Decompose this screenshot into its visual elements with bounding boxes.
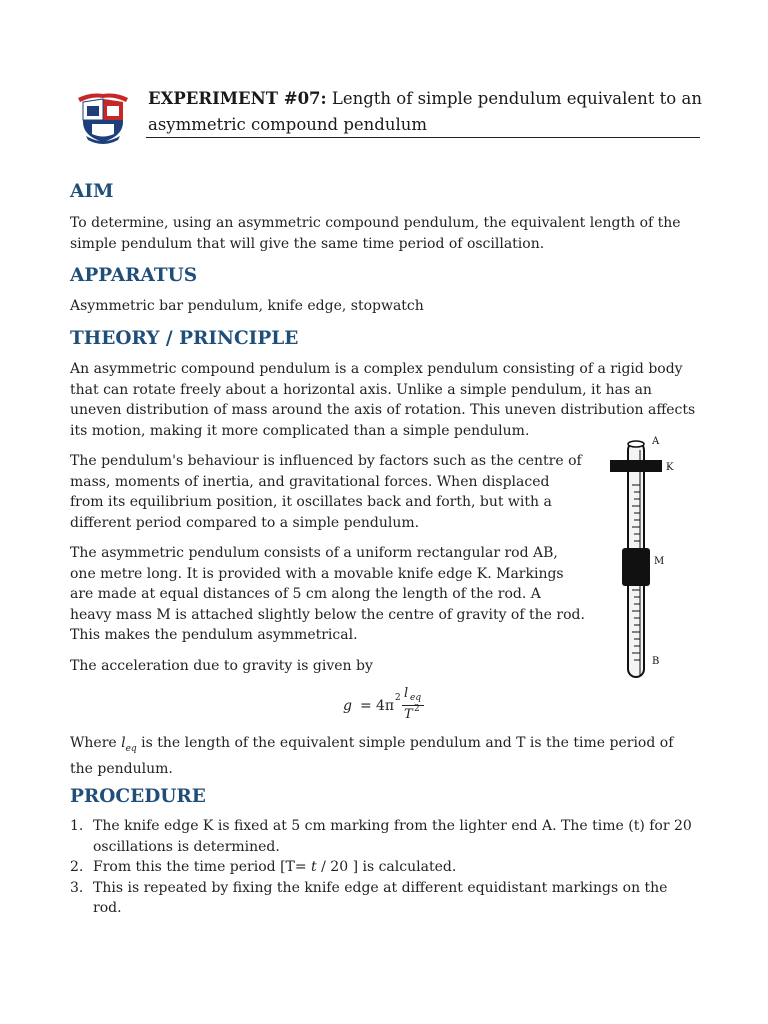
apparatus-text: Asymmetric bar pendulum, knife edge, stopwatch <box>70 298 424 314</box>
compound-pendulum-figure <box>590 430 705 685</box>
step-text: The knife edge K is fixed at 5 cm marking from the lighter end A. The time (t) for 20 oscillations is determined. <box>93 818 692 855</box>
experiment-number: EXPERIMENT #07: <box>148 89 327 108</box>
where-sub: eq <box>125 743 137 754</box>
formula-exponent: 2 <box>395 693 401 703</box>
procedure-step <box>70 857 700 878</box>
procedure-step <box>70 816 700 857</box>
formula-numerator-l: l <box>404 686 409 701</box>
formula-explanation <box>70 733 700 780</box>
where-suffix: is the length of the equivalent simple pendulum and T is the time period of the pendulum. <box>70 735 674 778</box>
experiment-title-text: Length of simple pendulum equivalent to an asymmetric compound pendulum <box>148 89 702 134</box>
figure-label-a: A <box>652 436 660 447</box>
figure-label-b: B <box>652 656 660 667</box>
step-number: 3. <box>70 879 84 896</box>
formula-numerator-sub: eq <box>410 693 422 703</box>
where-prefix: Where <box>70 735 122 751</box>
gravity-formula <box>340 688 440 724</box>
figure-label-m: M <box>654 556 665 567</box>
step-text: This is repeated by fixing the knife edge at different equidistant markings on the rod. <box>93 879 668 916</box>
step-number: 1. <box>70 818 84 834</box>
theory-paragraph-4: The acceleration due to gravity is given by <box>70 658 373 674</box>
formula-denominator-exp: 2 <box>414 704 420 714</box>
procedure-step <box>70 878 700 919</box>
step-text-pre: From this the time period [T= <box>93 859 312 875</box>
theory-heading: THEORY / PRINCIPLE <box>70 328 299 349</box>
experiment-title <box>148 86 708 138</box>
apparatus-heading: APPARATUS <box>70 265 198 286</box>
formula-equals: = <box>360 698 372 714</box>
title-divider <box>146 137 700 138</box>
step-number: 2. <box>70 859 84 875</box>
aim-heading: AIM <box>70 181 114 202</box>
step-variable-t: t <box>311 859 317 875</box>
formula-fraction-bar <box>402 705 424 706</box>
where-l: l <box>121 735 126 751</box>
procedure-heading: PROCEDURE <box>70 786 206 807</box>
formula-coefficient: 4π <box>376 698 395 714</box>
formula-g: g <box>343 698 352 714</box>
theory-paragraph-3: The asymmetric pendulum consists of a uniform rectangular rod AB, one metre long. It is provided with a movable knife edge K. Markings are made at equal distances of 5 cm along the length of the rod. A heavy mass M is attached slightly below the centre of gravity of the rod. This makes the pendulum asymmetrical. <box>70 545 585 643</box>
aim-text: To determine, using an asymmetric compound pendulum, the equivalent length of the simple pendulum that will give the same time period of oscillation. <box>70 215 681 252</box>
figure-label-k: K <box>666 462 674 473</box>
step-text-post: / 20 ] is calculated. <box>316 859 457 875</box>
procedure-list <box>70 816 700 919</box>
theory-paragraph-1: An asymmetric compound pendulum is a complex pendulum consisting of a rigid body that can rotate freely about a horizontal axis. Unlike a simple pendulum, it has an uneven distribution of mass around the axis of rotation. This uneven distribution affects its motion, making it more complicated than a simple pendulum. <box>70 361 696 439</box>
formula-denominator: T <box>404 707 413 722</box>
theory-paragraph-2: The pendulum's behaviour is influenced by factors such as the centre of mass, moments of inertia, and gravitational forces. When displaced from its equilibrium position, it oscillates back and forth, but with a different period compared to a simple pendulum. <box>70 453 582 531</box>
institution-crest-logo <box>78 90 128 144</box>
